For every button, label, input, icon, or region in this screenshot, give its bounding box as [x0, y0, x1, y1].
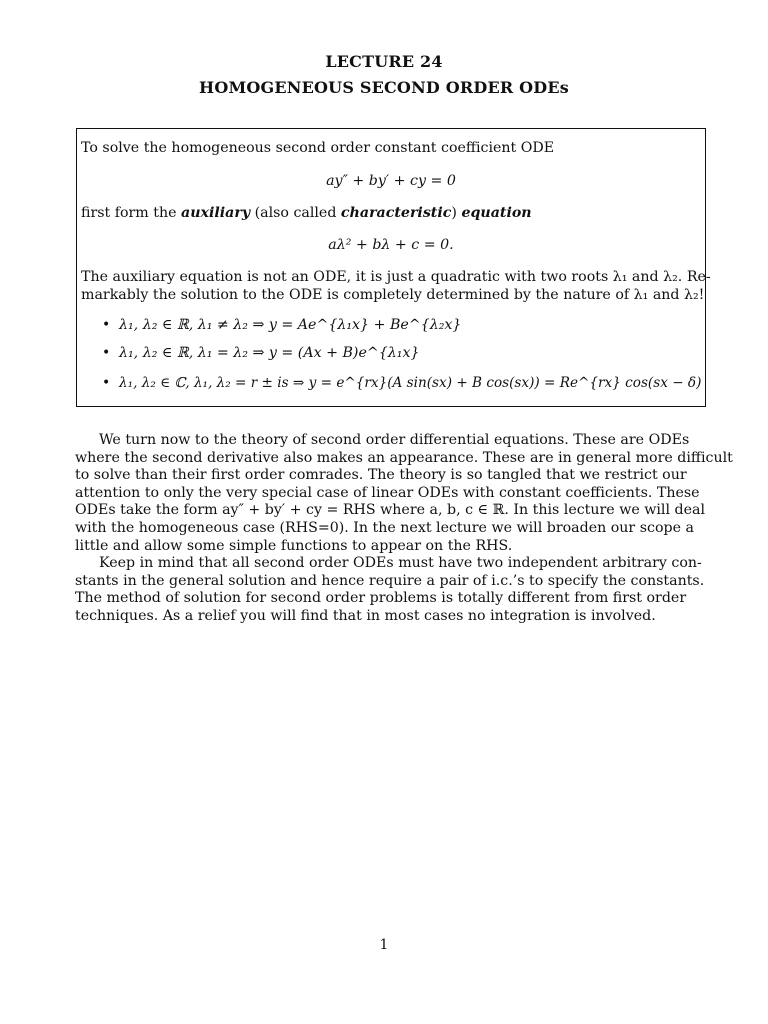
auxiliary-equation: aλ² + bλ + c = 0.	[328, 237, 454, 253]
case-distinct-real: λ₁, λ₂ ∈ ℝ, λ₁ ≠ λ₂ ⇒ y = Ae^{λ₁x} + Be^{λ₂x}	[119, 317, 462, 333]
paragraph-1-line: where the second derivative also makes an appearance. These are in general more difficult	[75, 449, 733, 466]
page-number: 1	[379, 937, 389, 953]
lecture-title: HOMOGENEOUS SECOND ORDER ODEs	[199, 78, 569, 97]
bullet-dot-3: •	[102, 375, 111, 391]
paragraph-1-line: attention to only the very special case of linear ODEs with constant coefficients. These	[75, 484, 700, 501]
lecture-number: LECTURE 24	[325, 52, 443, 71]
equation-term: equation	[461, 205, 532, 221]
paragraph-1-line: ODEs take the form ay″ + by′ + cy = RHS where a, b, c ∈ ℝ. In this lecture we will deal	[75, 502, 705, 519]
paragraph-2-line: techniques. As a relief you will find that in most cases no integration is involved.	[75, 607, 656, 624]
summary-box	[76, 128, 711, 407]
close-paren: )	[451, 205, 462, 221]
paragraph-2	[75, 555, 705, 625]
paragraph-1-line: little and allow some simple functions to appear on the RHS.	[75, 537, 513, 554]
paragraph-1-line: We turn now to the theory of second order differential equations. These are ODEs	[99, 432, 690, 448]
case-complex: λ₁, λ₂ ∈ ℂ, λ₁, λ₂ = r ± is ⇒ y = e^{rx}(A sin(sx) + B cos(sx)) = Re^{rx} cos(sx − δ)	[119, 375, 702, 391]
note-line-2: markably the solution to the ODE is completely determined by the nature of λ₁ and λ₂!	[81, 287, 705, 303]
form-prefix: first form the	[81, 205, 182, 221]
paragraph-1-line: to solve than their first order comrades. The theory is so tangled that we restrict our	[75, 467, 687, 484]
box-intro: To solve the homogeneous second order constant coefficient ODE	[81, 140, 555, 156]
auxiliary-term: auxiliary	[181, 205, 251, 221]
auxiliary-sentence	[81, 204, 532, 222]
paragraph-2-line: Keep in mind that all second order ODEs must have two independent arbitrary con-	[99, 555, 702, 571]
paragraph-2-line: stants in the general solution and hence require a pair of i.c.’s to specify the constants.	[75, 572, 705, 589]
characteristic-term: characteristic	[340, 205, 452, 221]
paragraph-1	[75, 432, 733, 555]
paragraph-1-line: with the homogeneous case (RHS=0). In the next lecture we will broaden our scope a	[75, 519, 694, 536]
bullet-dot-2: •	[102, 345, 111, 361]
note-line-1: The auxiliary equation is not an ODE, it is just a quadratic with two roots λ₁ and λ₂. Re-	[81, 269, 711, 285]
ode-equation: ay″ + by′ + cy = 0	[326, 173, 456, 189]
case-repeated-real: λ₁, λ₂ ∈ ℝ, λ₁ = λ₂ ⇒ y = (Ax + B)e^{λ₁x}	[119, 345, 420, 361]
paragraph-2-line: The method of solution for second order problems is totally different from first order	[75, 590, 687, 607]
also-called: (also called	[250, 205, 341, 221]
bullet-dot-1: •	[102, 317, 111, 333]
